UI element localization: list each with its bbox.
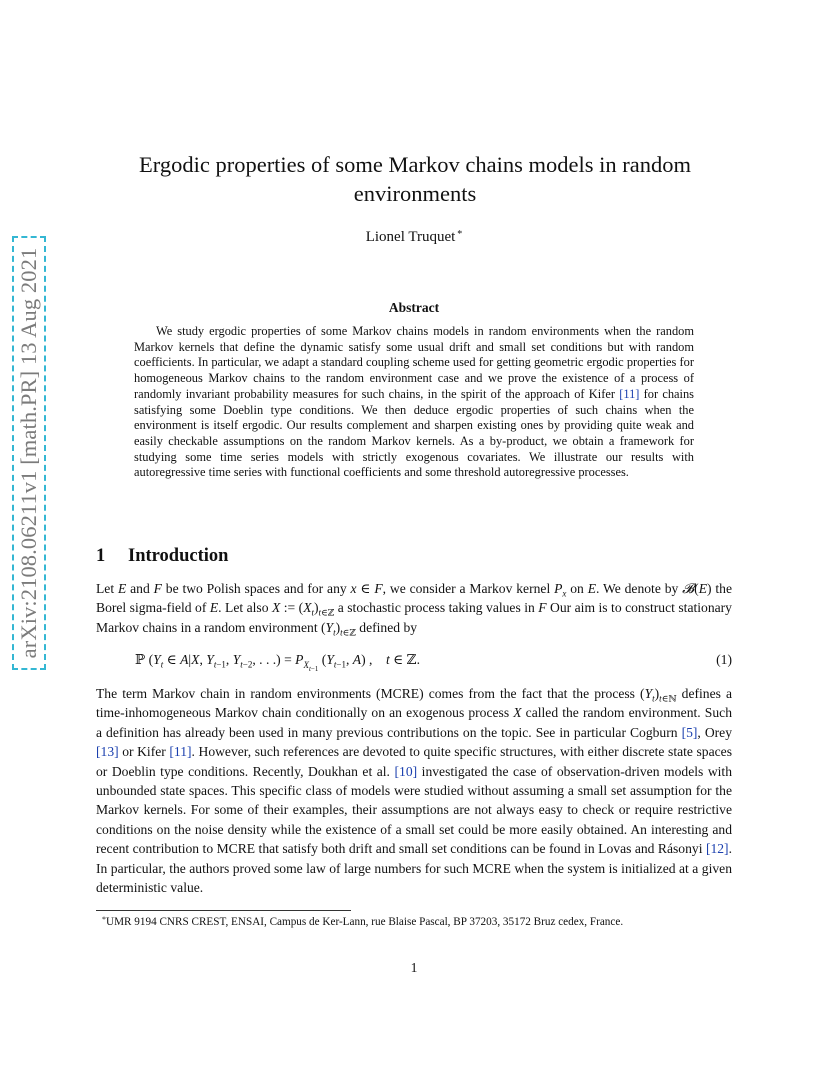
citation-link[interactable]: [10] xyxy=(394,763,418,779)
abstract-text-1: We study ergodic properties of some Markov chains models in random environments when the random Markov kernels that define the dynamic satisfy some usual drift and small set conditions but with random coefficients. In particular, we adapt a standard coupling scheme used for getting geometric ergodic properties for homogeneous Markov chains to the random environment case and we prove the existence of a process of randomly invariant probability measures for such chains, in the spirit of the approach of Kifer xyxy=(134,324,694,401)
author-line xyxy=(0,226,828,248)
author-name: Lionel Truquet xyxy=(365,229,456,245)
page-number: 1 xyxy=(410,960,418,975)
citation-link[interactable]: [11] xyxy=(619,386,640,401)
author-footnote-mark: * xyxy=(457,229,463,240)
arxiv-stamp-text: arXiv:2108.06211v1 [math.PR] 13 Aug 2021 xyxy=(16,247,41,659)
citation-link[interactable]: [11] xyxy=(169,744,192,760)
p2-text-5: . However, such references are devoted to quite specific structures, with either discrete state spaces or Doeblin type conditions. Recently, Doukhan et al. xyxy=(96,744,732,779)
p2-text-2: called the random environment. Such a definition has already been used in many previous contributions on the topic. See in particular Cogburn xyxy=(96,705,732,740)
citation-link[interactable]: [5] xyxy=(681,724,698,740)
section-number: 1 xyxy=(96,546,106,566)
abstract-heading: Abstract xyxy=(388,300,440,315)
p2-text-7: . In particular, the authors proved some law of large numbers for such MCRE when the system is initialized at a given deterministic value. xyxy=(96,841,732,896)
footnote-mark: * xyxy=(102,915,106,924)
intro-paragraph-2: The term Markov chain in random environments (MCRE) comes from the fact that the process $(Y_t)_{t\in ℕ}$ defines a time-inhomogeneous Markov chain conditionally on an exogenous process X called the random environment. Such a definition has already been used in many previous contributions on the topic. See in particular Cogburn [5], Orey [13] or Kifer [11]. However, such references are devoted to quite specific structures, with either discrete state spaces or Doeblin type conditions. Recently, Doukhan et al. [10] investigated the case of observation-driven models with unbounded state spaces. This specific class of models were studied without assuming a small set assumption for the Markov kernels. For some of their examples, their assumptions are not always easy to check or require restrictive conditions on the noise density while the existence of a small set could be more easily obtained. An interesting and recent contribution to MCRE that satisfy both drift and small set conditions can be found in Lovas and Rásonyi [12]. In particular, the authors proved some law of large numbers for such MCRE when the system is initialized at a given deterministic value. xyxy=(96,686,732,896)
p2-text-1: defines a time-inhomogeneous Markov chain conditionally on an exogenous process xyxy=(96,686,732,721)
citation-link[interactable]: [13] xyxy=(96,744,119,760)
abstract-body xyxy=(134,324,694,481)
paper-title: Ergodic properties of some Markov chains models in random environments xyxy=(139,152,691,206)
equation-1: ℙ ($Y_t$ ∈ A|X, $Y_{t-1}$, $Y_{t-2}$, . . .) = $P_{X_{t-1}}$ ($Y_{t-1}$, A) , t ∈ ℤ. xyxy=(135,652,420,673)
abstract-text-2: for chains satisfying some Doeblin type conditions. We then deduce ergodic properties of such chains when the environment is itself ergodic. Our results complement and sharpen existing ones by providing quite weak and easily checkable assumptions on the random Markov kernels. As a by-product, we obtain a framework for studying some time series models with strictly exogenous covariates. We illustrate our results with autoregressive time series with functional coefficients and some threshold autoregressive processes. xyxy=(134,386,694,480)
equation-number: (1) xyxy=(716,652,732,667)
p2-text-4: or Kifer xyxy=(118,744,170,760)
p2-text-3: , Orey xyxy=(697,724,732,740)
section-title: Introduction xyxy=(128,546,229,566)
intro-paragraph-1: Let E and F be two Polish spaces and for any x ∈ F, we consider a Markov kernel $P_x$ on E. We denote by 𝓑(E) the Borel sigma-field of E. Let also X := $(X_t)_{t\in ℤ}$ a stochastic process taking values in F Our aim is to construct stationary Markov chains in a random environment $(Y_t)_{t\in ℤ}$ defined by xyxy=(96,581,732,638)
section-heading xyxy=(96,544,228,568)
footnote-text: UMR 9194 CNRS CREST, ENSAI, Campus de Ker-Lann, rue Blaise Pascal, BP 37203, 35172 Bruz cedex, France. xyxy=(106,916,624,928)
p2-text-6: investigated the case of observation-driven models with unbounded state spaces. This specific class of models were studied without assuming a small set assumption for the Markov kernels. For some of their examples, their assumptions are not always easy to check or require restrictive conditions on the noise density while the existence of a small set could be more easily obtained. An interesting and recent contribution to MCRE that satisfy both drift and small set conditions can be found in Lovas and Rásonyi xyxy=(96,763,732,857)
footnote xyxy=(96,914,746,930)
citation-link[interactable]: [12] xyxy=(705,841,729,857)
footnote-rule xyxy=(96,910,351,911)
